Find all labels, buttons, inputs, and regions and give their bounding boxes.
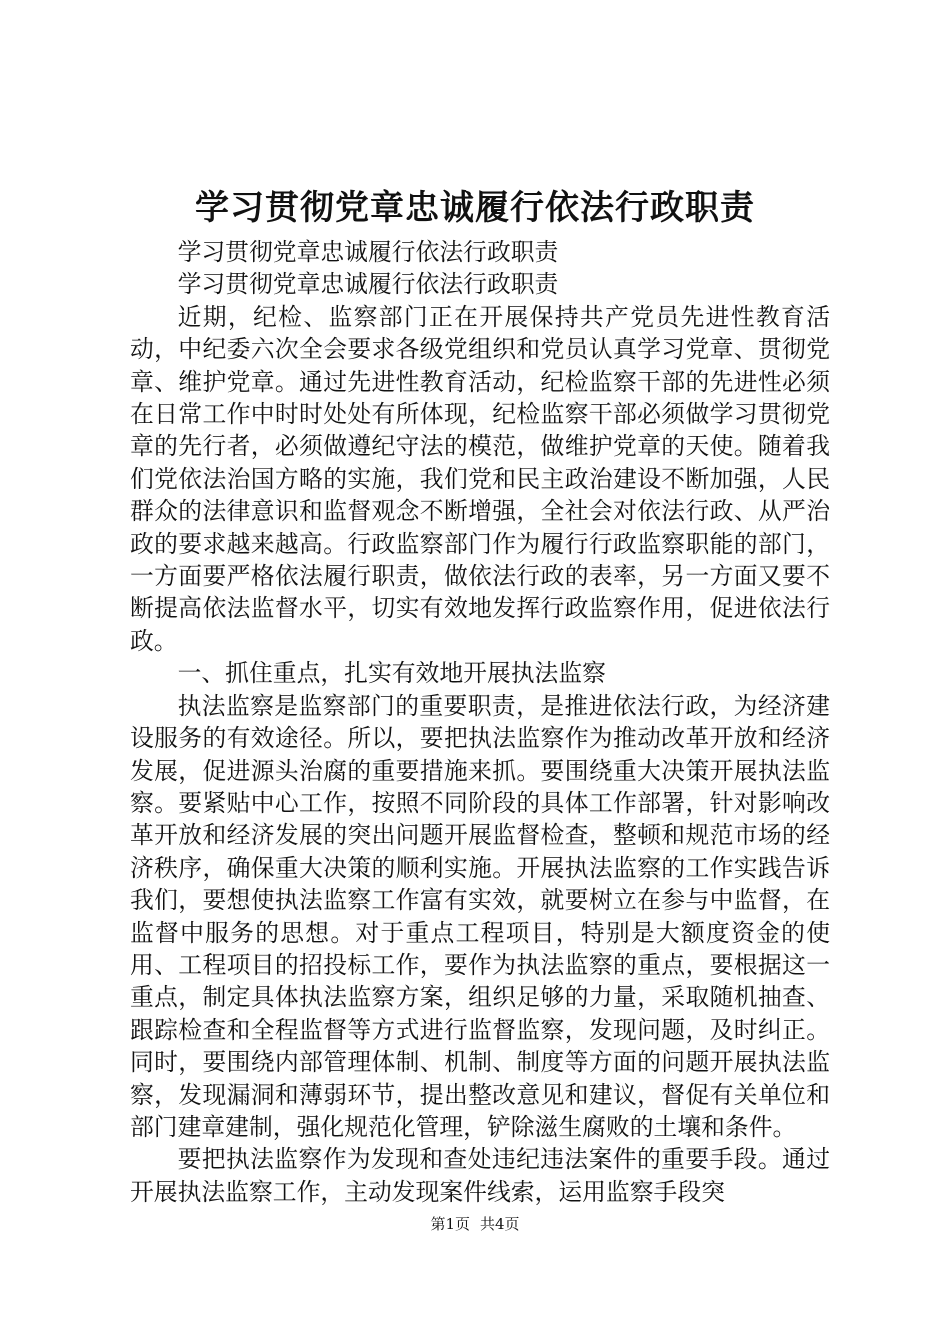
document-title: 学习贯彻党章忠诚履行依法行政职责 [195, 188, 755, 228]
page-footer [0, 1214, 950, 1234]
paragraph-enforcement: 执法监察是监察部门的重要职责，是推进依法行政，为经济建设服务的有效途径。所以，要把执法监察作为推动改革开放和经济发展，促进源头治腐的重要措施来抓。要围绕重大决策开展执法监察。要紧贴中心工作，按照不同阶段的具体工作部署，针对影响改革开放和经济发展的突出问题开展监督检查，整顿和规范市场的经济秩序，确保重大决策的顺利实施。开展执法监察的工作实践告诉我们，要想使执法监察工作富有实效，就要树立在参与中监督，在监督中服务的思想。对于重点工程项目，特别是大额度资金的使用、工程项目的招投标工作，要作为执法监察的重点，要根据这一重点，制定具体执法监察方案，组织足够的力量，采取随机抽查、跟踪检查和全程监督等方式进行监督监察，发现问题，及时纠正。同时，要围绕内部管理体制、机制、制度等方面的问题开展执法监察，发现漏洞和薄弱环节，提出整改意见和建议，督促有关单位和部门建章建制，强化规范化管理，铲除滋生腐败的土壤和条件。 [130, 691, 830, 1141]
section-heading-1: 一、抓住重点，扎实有效地开展执法监察 [177, 659, 606, 688]
paragraph-intro: 近期，纪检、监察部门正在开展保持共产党员先进性教育活动，中纪委六次全会要求各级党组织和党员认真学习党章、贯彻党章、维护党章。通过先进性教育活动，纪检监察干部的先进性必须在日常工作中时时处处有所体现，纪检监察干部必须做学习贯彻党章的先行者，必须做遵纪守法的模范，做维护党章的天使。随着我们党依法治国方略的实施，我们党和民主政治建设不断加强，人民群众的法律意识和监督观念不断增强，全社会对依法行政、从严治政的要求越来越高。行政监察部门作为履行行政监察职能的部门，一方面要严格依法履行职责，做依法行政的表率，另一方面又要不断提高依法监督水平，切实有效地发挥行政监察作用，促进依法行政。 [130, 302, 830, 655]
page-number: 第1页 [430, 1215, 470, 1233]
document-body [130, 236, 830, 1208]
page-total: 共4页 [480, 1215, 520, 1233]
paragraph-subtitle-2: 学习贯彻党章忠诚履行依法行政职责 [177, 270, 559, 299]
paragraph-subtitle-1: 学习贯彻党章忠诚履行依法行政职责 [177, 238, 559, 266]
paragraph-cases: 要把执法监察作为发现和查处违纪违法案件的重要手段。通过开展执法监察工作，主动发现案件线索，运用监察手段突 [130, 1145, 830, 1206]
